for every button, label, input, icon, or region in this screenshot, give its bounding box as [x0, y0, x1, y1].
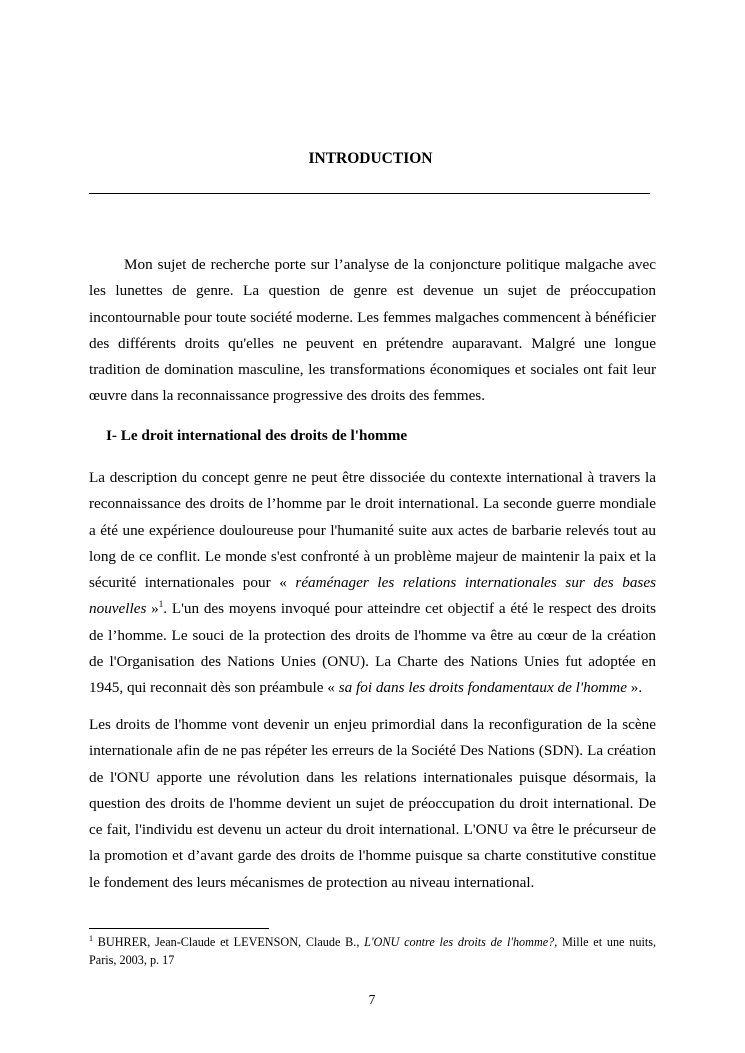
paragraph-text: ».	[626, 679, 643, 697]
intro-paragraph: Mon sujet de recherche porte sur l’analyse de la conjoncture politique malgache avec les lunettes de genre. La question de genre est devenue un sujet de préoccupation incontournable pour toute société moderne. Les femmes malgaches commencent à bénéficier des différents droits qu'elles ne peuvent en prétendre auparavant. Malgré une longue tradition de domination masculine, les transformations économiques et sociales ont fait leur œuvre dans la reconnaissance progressive des droits des femmes.	[89, 256, 656, 405]
footnote-reference[interactable]: 1	[158, 599, 164, 610]
page-title: INTRODUCTION	[308, 150, 433, 167]
paragraph-text: . L'un des moyens invoqué pour atteindre cet objectif a été le respect des droits de l’homme. Le souci de la protection des droits de l'homme va être au cœur de la création de l'Organisation des Nations Unies (ONU). La Charte des Nations Unies fut adoptée en 1945, qui reconnait dès son préambule «	[89, 600, 657, 697]
paragraph-text: La description du concept genre ne peut être dissociée du contexte international à travers la reconnaissance des droits de l’homme par le droit international. La seconde guerre mondiale a été une expérience douloureuse pour l'humanité suite aux actes de barbarie relevés tout au long de ce conflit. Le monde s'est confronté à un problème majeur de maintenir la paix et la sécurité internationales pour «	[89, 469, 656, 592]
page-number: 7	[368, 992, 376, 1007]
footnote	[89, 934, 656, 969]
paragraph-text: »	[146, 600, 159, 618]
quotation: réaménager les relations internationales sur des bases nouvelles	[89, 574, 656, 618]
title-divider	[89, 193, 650, 194]
footnote-text: , Mille et une nuits, Paris, 2003, p. 17	[89, 935, 657, 967]
section-heading: I- Le droit international des droits de l'homme	[106, 427, 408, 444]
body-paragraph-2: Les droits de l'homme vont devenir un enjeu primordial dans la reconfiguration de la scène internationale afin de ne pas répéter les erreurs de la Société Des Nations (SDN). La création de l'ONU apporte une révolution dans les relations internationales puisque désormais, la question des droits de l'homme devient un sujet de préoccupation du droit international. De ce fait, l'individu est devenu un acteur du droit international. L'ONU va être le précurseur de la promotion et d’avant garde des droits de l'homme puisque sa charte constitutive constitue le fondement des leurs mécanismes de protection au niveau international.	[89, 716, 656, 891]
footnote-text: BUHRER, Jean-Claude et LEVENSON, Claude B.,	[93, 935, 365, 949]
footnote-book-title: L'ONU contre les droits de l'homme?	[364, 935, 555, 949]
quotation: sa foi dans les droits fondamentaux de l'homme	[338, 679, 627, 697]
footnote-divider	[89, 928, 269, 929]
body-paragraph-1	[89, 465, 656, 702]
footnote-number: 1	[89, 933, 93, 943]
